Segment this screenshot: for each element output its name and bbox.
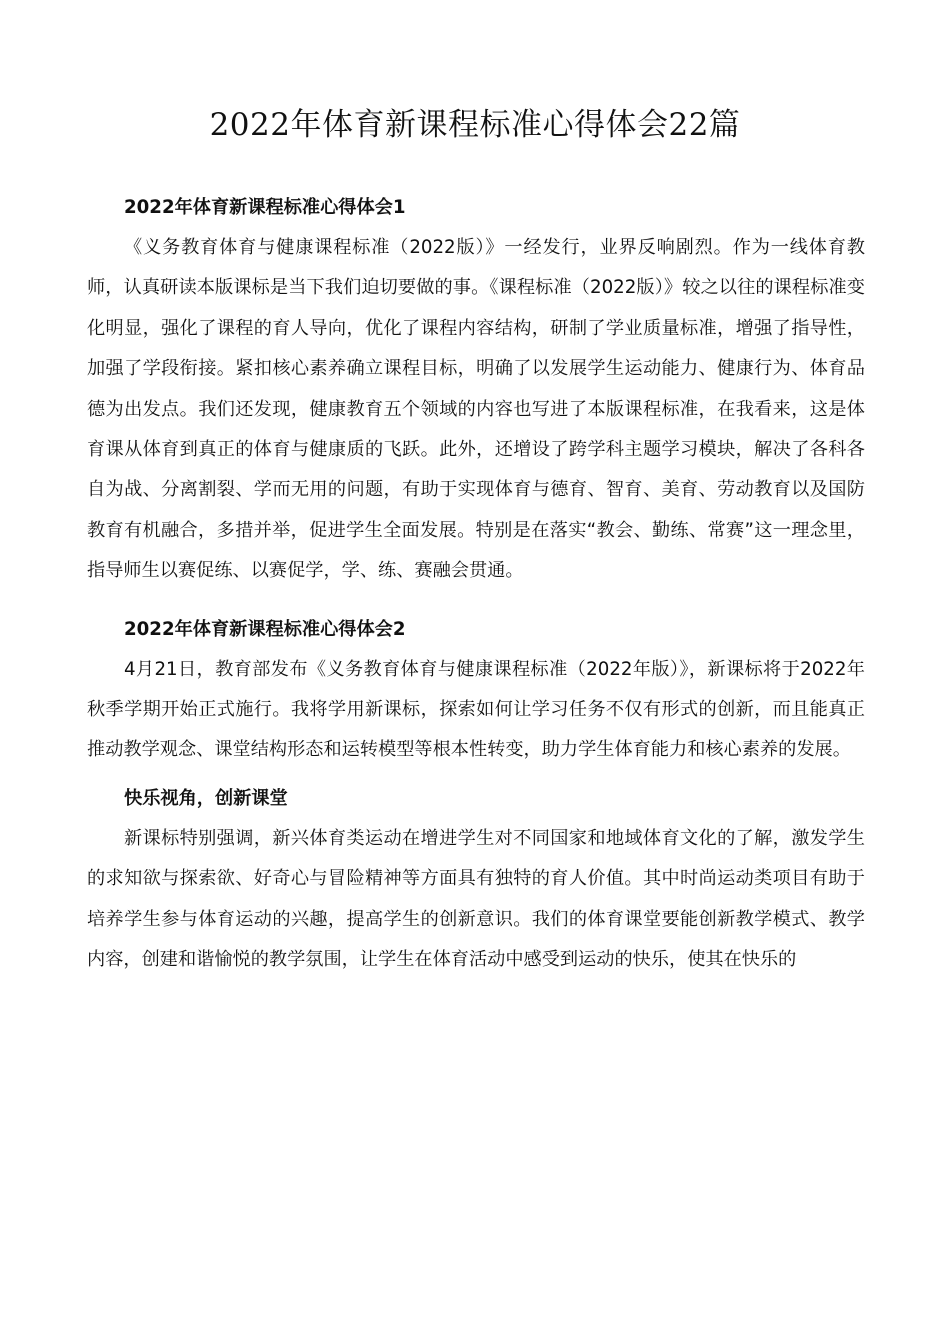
section-paragraph: 4月21日，教育部发布《义务教育体育与健康课程标准（2022年版）》，新课标将于2022年秋季学期开始正式施行。我将学用新课标，探索如何让学习任务不仅有形式的创新，而且能真正推动教学观念、课堂结构形态和运转模型等根本性转变，助力学生体育能力和核心素养的发展。 bbox=[87, 658, 865, 761]
section-paragraph: 新课标特别强调，新兴体育类运动在增进学生对不同国家和地域体育文化的了解，激发学生的求知欲与探索欲、好奇心与冒险精神等方面具有独特的育人价值。其中时尚运动类项目有助于培养学生参与体育运动的兴趣，提高学生的创新意识。我们的体育课堂要能创新教学模式、教学内容，创建和谐愉悦的教学氛围，让学生在体育活动中感受到运动的快乐，使其在快乐的 bbox=[87, 827, 865, 971]
section-paragraph: 《义务教育体育与健康课程标准（2022版）》一经发行，业界反响剧烈。作为一线体育教师，认真研读本版课标是当下我们迫切要做的事。《课程标准（2022版）》较之以往的课程标准变化明显，强化了课程的育人导向，优化了课程内容结构，研制了学业质量标准，增强了指导性，加强了学段衔接。紧扣核心素养确立课程目标，明确了以发展学生运动能力、健康行为、体育品德为出发点。我们还发现，健康教育五个领域的内容也写进了本版课程标准，在我看来，这是体育课从体育到真正的体育与健康质的飞跃。此外，还增设了跨学科主题学习模块，解决了各科各自为战、分离割裂、学而无用的问题，有助于实现体育与德育、智育、美育、劳动教育以及国防教育有机融合，多措并举，促进学生全面发展。特别是在落实“教会、勤练、常赛”这一理念里，指导师生以赛促练、以赛促学，学、练、赛融会贯通。 bbox=[87, 237, 865, 582]
document-title: 2022年体育新课程标准心得体会22篇 bbox=[209, 107, 741, 143]
section-3 bbox=[87, 779, 865, 981]
section-heading: 2022年体育新课程标准心得体会2 bbox=[124, 618, 406, 640]
document-body bbox=[87, 188, 865, 981]
section-1 bbox=[87, 188, 865, 592]
spacer bbox=[87, 592, 865, 610]
spacer bbox=[87, 771, 865, 779]
section-heading: 2022年体育新课程标准心得体会1 bbox=[124, 197, 406, 218]
section-heading: 快乐视角，创新课堂 bbox=[124, 787, 288, 809]
section-2 bbox=[87, 610, 865, 771]
